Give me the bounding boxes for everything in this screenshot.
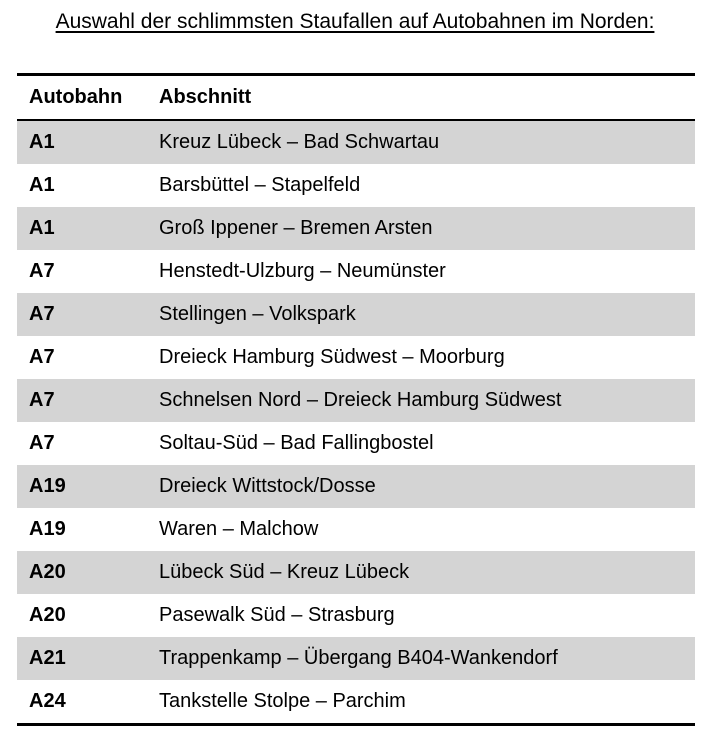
autobahn-cell: A21 xyxy=(17,637,147,680)
abschnitt-cell: Tankstelle Stolpe – Parchim xyxy=(147,680,695,723)
column-header-abschnitt: Abschnitt xyxy=(147,76,695,120)
table-row xyxy=(17,336,695,379)
abschnitt-cell: Lübeck Süd – Kreuz Lübeck xyxy=(147,551,695,594)
table-row xyxy=(17,207,695,250)
autobahn-cell: A7 xyxy=(17,379,147,422)
autobahn-cell: A19 xyxy=(17,508,147,551)
abschnitt-cell: Kreuz Lübeck – Bad Schwartau xyxy=(147,120,695,164)
table-row xyxy=(17,293,695,336)
autobahn-cell: A20 xyxy=(17,594,147,637)
abschnitt-cell: Groß Ippener – Bremen Arsten xyxy=(147,207,695,250)
traffic-jam-table-container xyxy=(17,73,695,726)
autobahn-cell: A7 xyxy=(17,250,147,293)
autobahn-cell: A7 xyxy=(17,422,147,465)
abschnitt-cell: Barsbüttel – Stapelfeld xyxy=(147,164,695,207)
autobahn-cell: A20 xyxy=(17,551,147,594)
table-body xyxy=(17,120,695,723)
abschnitt-cell: Schnelsen Nord – Dreieck Hamburg Südwest xyxy=(147,379,695,422)
autobahn-cell: A7 xyxy=(17,293,147,336)
table-row xyxy=(17,637,695,680)
table-header-row xyxy=(17,76,695,120)
page-title: Auswahl der schlimmsten Staufallen auf Autobahnen im Norden: xyxy=(55,10,655,33)
column-header-autobahn: Autobahn xyxy=(17,76,147,120)
table-header xyxy=(17,76,695,120)
autobahn-cell: A1 xyxy=(17,120,147,164)
autobahn-cell: A1 xyxy=(17,207,147,250)
table-row xyxy=(17,164,695,207)
autobahn-cell: A1 xyxy=(17,164,147,207)
table-row xyxy=(17,508,695,551)
abschnitt-cell: Waren – Malchow xyxy=(147,508,695,551)
abschnitt-cell: Soltau-Süd – Bad Fallingbostel xyxy=(147,422,695,465)
table-row xyxy=(17,422,695,465)
autobahn-cell: A19 xyxy=(17,465,147,508)
table-row xyxy=(17,120,695,164)
abschnitt-cell: Henstedt-Ulzburg – Neumünster xyxy=(147,250,695,293)
abschnitt-cell: Dreieck Hamburg Südwest – Moorburg xyxy=(147,336,695,379)
abschnitt-cell: Stellingen – Volkspark xyxy=(147,293,695,336)
table-row xyxy=(17,680,695,723)
abschnitt-cell: Trappenkamp – Übergang B404-Wankendorf xyxy=(147,637,695,680)
table-row xyxy=(17,250,695,293)
autobahn-cell: A7 xyxy=(17,336,147,379)
traffic-jam-table xyxy=(17,76,695,723)
abschnitt-cell: Dreieck Wittstock/Dosse xyxy=(147,465,695,508)
table-row xyxy=(17,594,695,637)
abschnitt-cell: Pasewalk Süd – Strasburg xyxy=(147,594,695,637)
table-row xyxy=(17,379,695,422)
autobahn-cell: A24 xyxy=(17,680,147,723)
table-row xyxy=(17,465,695,508)
table-row xyxy=(17,551,695,594)
